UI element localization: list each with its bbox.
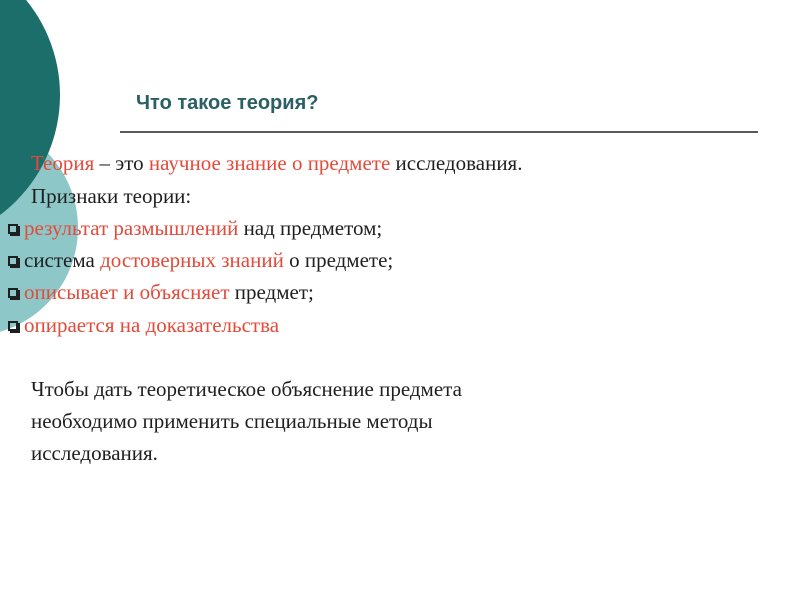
conclusion-line: исследования.: [31, 441, 158, 465]
list-item: [8, 248, 393, 273]
bullet-highlight: достоверных знаний: [100, 248, 284, 272]
bullet-rest: предмет;: [229, 280, 314, 304]
bullet-rest: о предмете;: [283, 248, 394, 272]
title-divider: [120, 131, 758, 133]
bullet-rest: над предметом;: [238, 216, 383, 240]
checkbox-bullet-icon: [8, 256, 18, 266]
slide-title: Что такое теория?: [136, 92, 319, 114]
definition-rest: исследования.: [390, 151, 523, 175]
conclusion-line: Чтобы дать теоретическое объяснение предмета: [31, 377, 462, 401]
list-item: [8, 216, 382, 241]
definition-highlight: научное знание о предмете: [148, 151, 391, 175]
list-item: [8, 313, 279, 338]
bullet-highlight: описывает и объясняет: [24, 280, 230, 304]
checkbox-bullet-icon: [8, 288, 18, 298]
bullet-highlight: опирается на доказательства: [24, 313, 280, 337]
list-item: [8, 280, 314, 305]
signs-header: Признаки теории:: [31, 184, 192, 208]
definition-dash: – это: [94, 151, 149, 175]
checkbox-bullet-icon: [8, 224, 18, 234]
bullet-prefix: система: [24, 248, 101, 272]
bullet-highlight: результат размышлений: [24, 216, 239, 240]
definition-line: [31, 151, 522, 176]
checkbox-bullet-icon: [8, 321, 18, 331]
definition-term: Теория: [31, 151, 95, 175]
conclusion-line: необходимо применить специальные методы: [31, 409, 433, 433]
